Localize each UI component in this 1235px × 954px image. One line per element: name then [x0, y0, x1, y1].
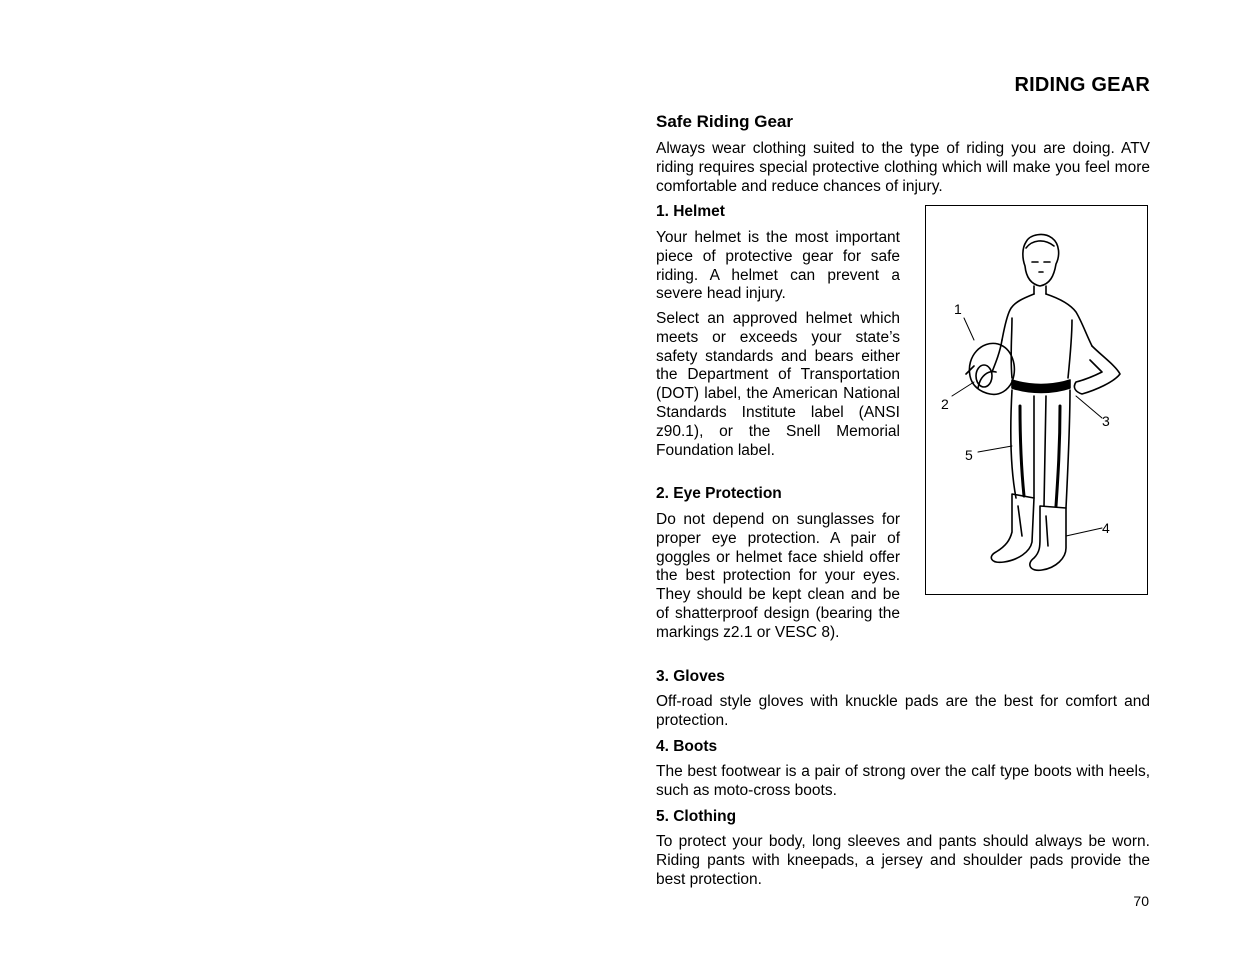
- callout-2-leader: [952, 382, 974, 396]
- rider-torso: [1011, 318, 1072, 378]
- callout-3-label: 3: [1102, 413, 1110, 429]
- rider-head: [1023, 235, 1059, 286]
- callout-1-leader: [964, 318, 974, 340]
- callout-3-leader: [1076, 396, 1102, 418]
- helmet-paragraph-2: Select an approved helmet which meets or exceeds your state’s safety standards and bears either the Department of Transportation (DOT) label, the American National Standards Institute label (ANSI z90.1), or the Snell Memorial Foundation label.: [656, 310, 900, 459]
- page-title: RIDING GEAR: [1014, 74, 1150, 96]
- helmet-outline: [969, 343, 1014, 394]
- rider-neck: [1034, 286, 1046, 294]
- boots-paragraph: The best footwear is a pair of strong over the calf type boots with heels, such as moto-cross boots.: [656, 763, 1150, 799]
- clothing-heading: 5. Clothing: [656, 808, 737, 825]
- right-boot: [991, 494, 1034, 562]
- callout-5-label: 5: [965, 447, 973, 463]
- eye-protection-paragraph: Do not depend on sunglasses for proper eye protection. A pair of goggles or helmet face shield offer the best protection for your eyes. They should be kept clean and be of shatterproof design (bearing the markings z2.1 or VESC 8).: [656, 511, 900, 641]
- rider-left-arm-glove: [1074, 346, 1120, 394]
- gloves-heading: 3. Gloves: [656, 668, 725, 685]
- callout-4-label: 4: [1102, 520, 1110, 536]
- riding-gear-illustration: [925, 205, 1148, 595]
- belt-drawing: [1012, 380, 1070, 393]
- boots-heading: 4. Boots: [656, 738, 718, 755]
- eye-protection-heading: 2. Eye Protection: [656, 485, 782, 502]
- callout-4-leader: [1066, 528, 1102, 536]
- gloves-paragraph: Off-road style gloves with knuckle pads are the best for comfort and protection.: [656, 693, 1150, 729]
- rider-shoulders: [1002, 294, 1092, 346]
- section-title: Safe Riding Gear: [656, 112, 793, 131]
- rider-face: [1032, 262, 1050, 272]
- pants-stripes: [1020, 406, 1060, 506]
- helmet-heading: 1. Helmet: [656, 203, 725, 220]
- rider-figure-drawing: [926, 206, 1149, 596]
- callout-2-label: 2: [941, 396, 949, 412]
- rider-hair: [1026, 241, 1054, 248]
- clothing-paragraph: To protect your body, long sleeves and pants should always be worn. Riding pants with kneepads, a jersey and shoulder pads provide the best protection.: [656, 833, 1150, 888]
- page-number: 70: [1133, 893, 1149, 909]
- callout-5-leader: [978, 446, 1012, 452]
- intro-paragraph: Always wear clothing suited to the type of riding you are doing. ATV riding requires special protective clothing which will make you feel more comfortable and reduce chances of injury.: [656, 140, 1150, 195]
- callout-1-label: 1: [954, 301, 962, 317]
- helmet-paragraph-1: Your helmet is the most important piece of protective gear for safe riding. A helmet can prevent a severe head injury.: [656, 229, 900, 303]
